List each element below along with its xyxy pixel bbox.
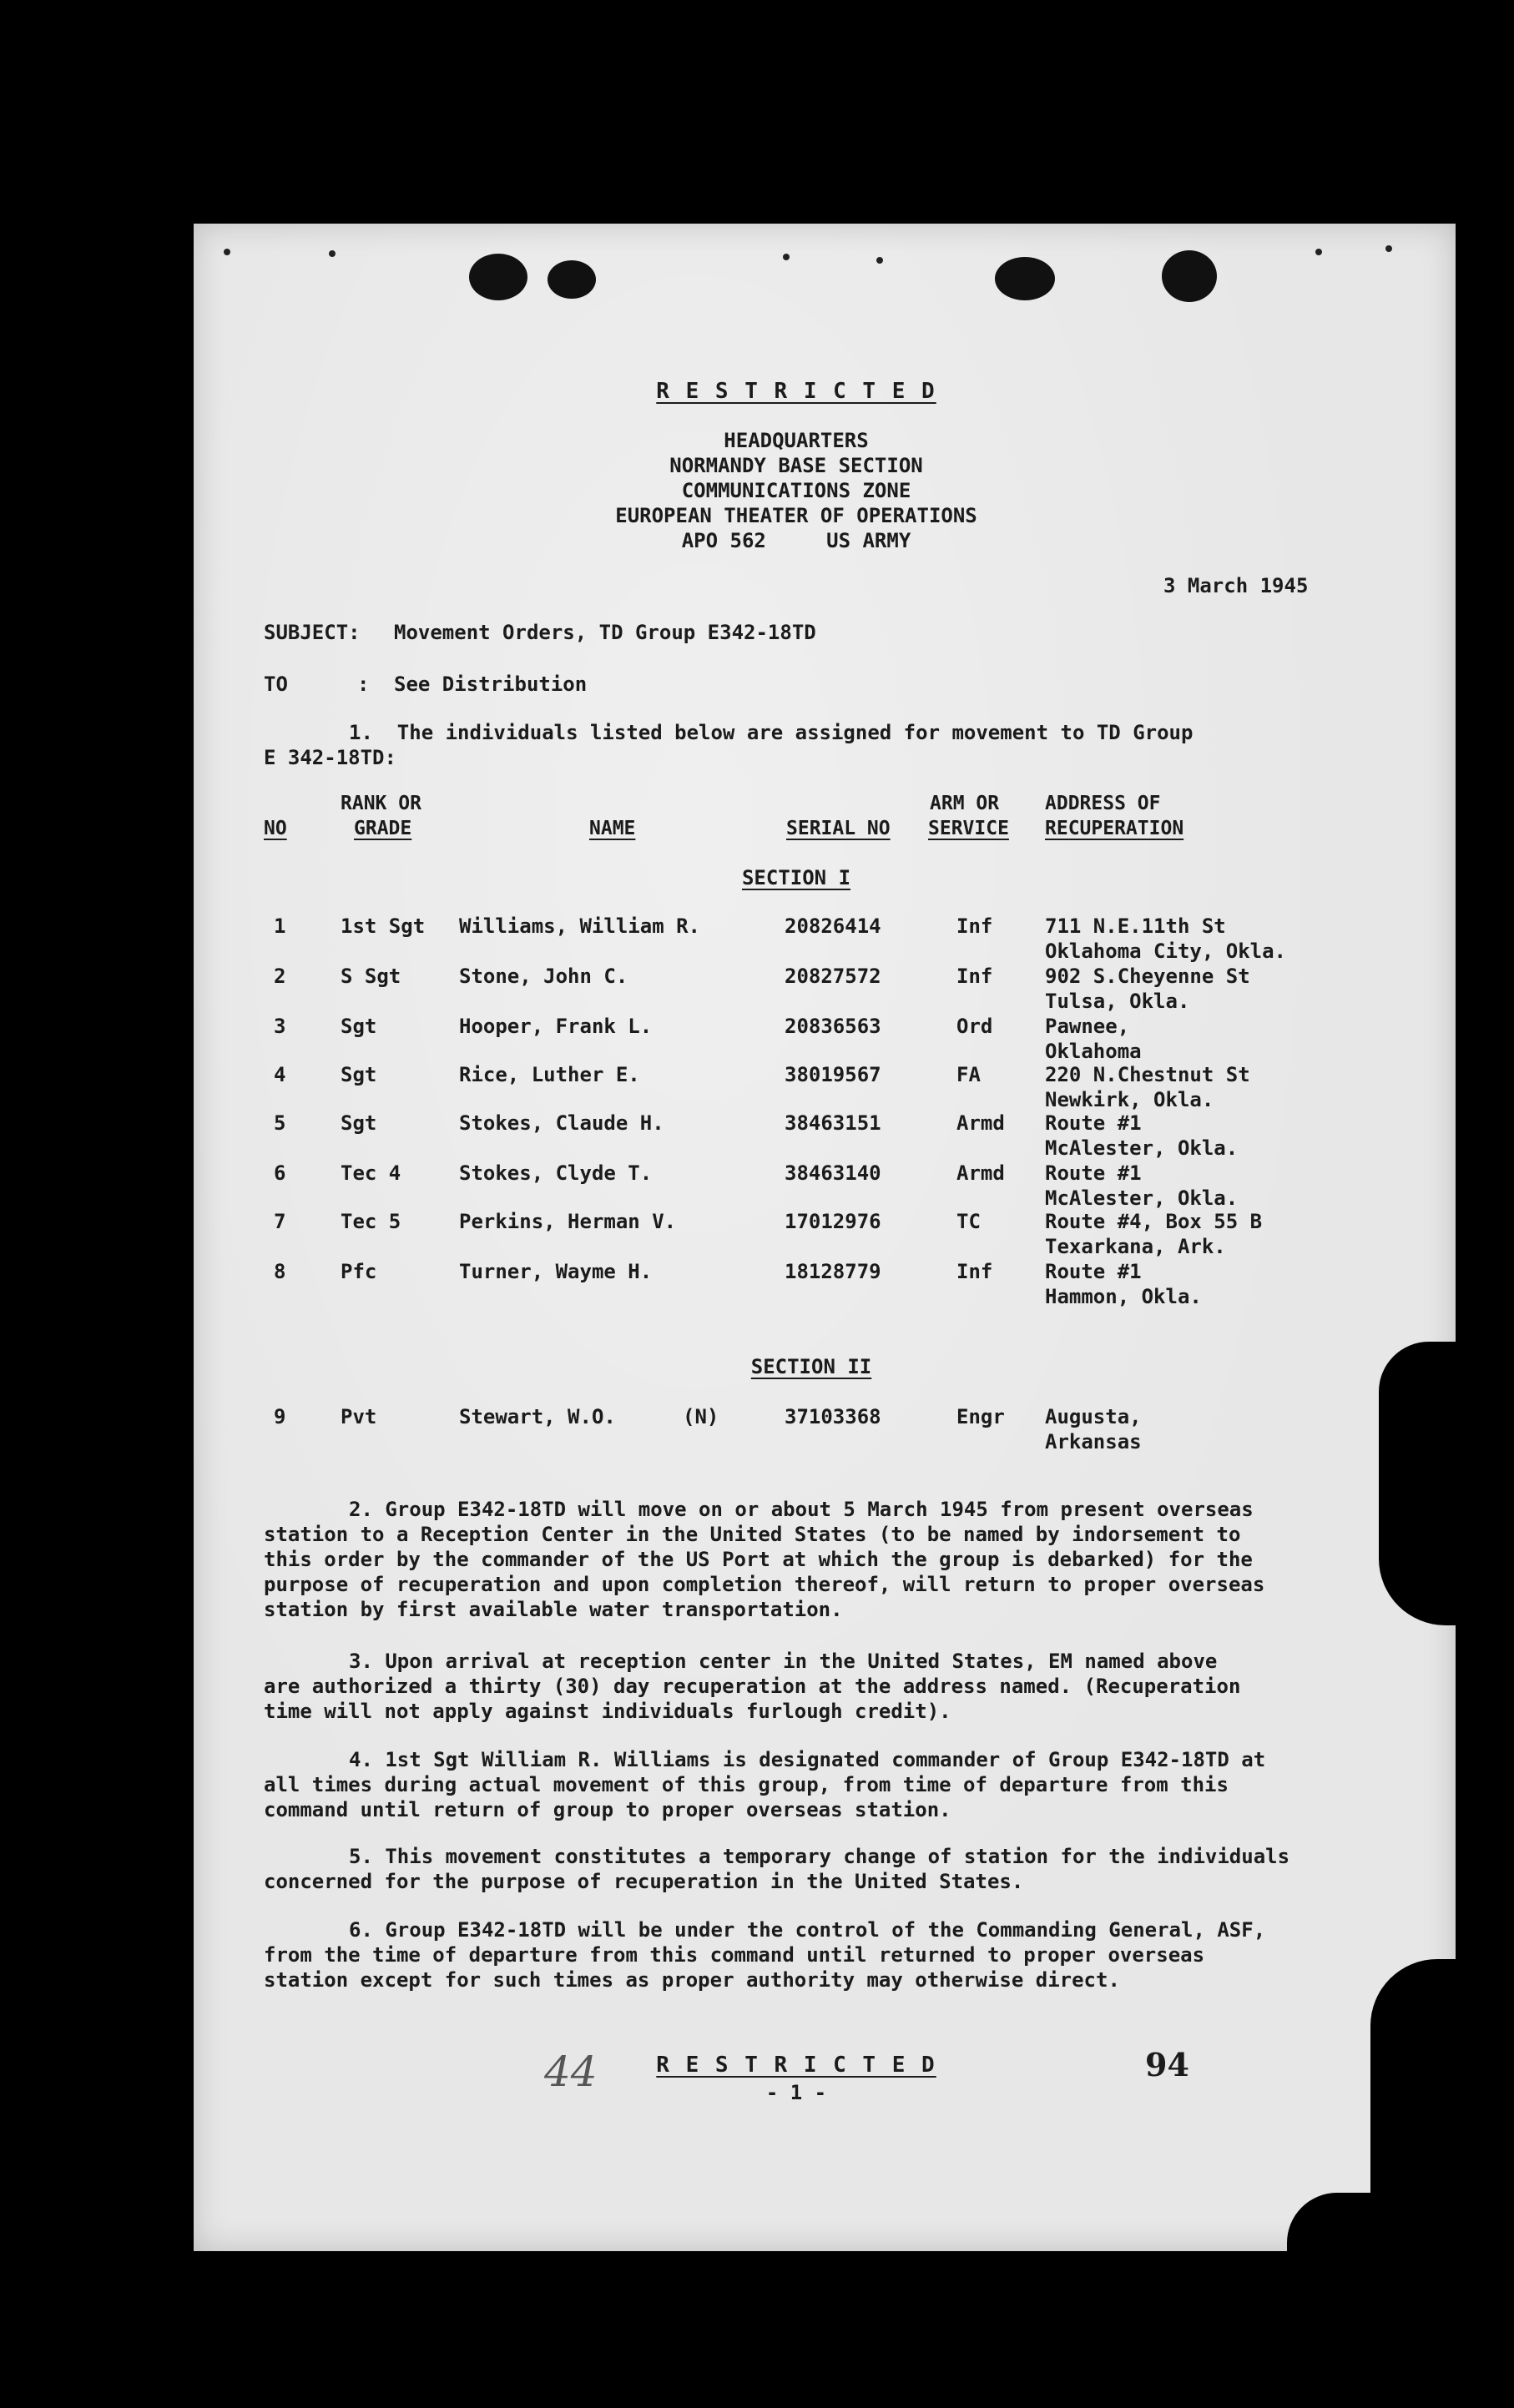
row-name: Stokes, Claude H.	[459, 1111, 664, 1135]
paragraph-5: 5. This movement constitutes a temporary change of station for the individuals concerned for the purpose of recuperation in the United States.	[264, 1845, 1290, 1893]
page-number: - 1 -	[765, 2081, 827, 2104]
row-no: 6	[274, 1161, 286, 1185]
row-address-1: Route #1	[1045, 1260, 1142, 1283]
row-no: 2	[274, 965, 286, 988]
row-serial: 20827572	[785, 965, 881, 988]
paragraph-4: 4. 1st Sgt William R. Williams is designated commander of Group E342-18TD at all times during actual movement of this group, from time of departure from this command until return of group to proper overseas station.	[264, 1748, 1266, 1821]
row-serial: 17012976	[785, 1210, 881, 1233]
row-address-1: 902 S.Cheyenne St	[1045, 965, 1250, 988]
header-line: NORMANDY BASE SECTION	[669, 454, 923, 477]
punch-dot	[1315, 249, 1322, 255]
paragraph-2: 2. Group E342-18TD will move on or about 5 March 1945 from present overseas station to a Reception Center in the United States (to be named by indorsement to this order by the commander of the US Port at which the group is debarked) for the purpose of recuperation and upon completion thereof, will return to proper overseas station by first available water transportation.	[264, 1498, 1265, 1621]
subject-text: Movement Orders, TD Group E342-18TD	[394, 621, 816, 644]
row-arm: Inf	[956, 1260, 993, 1283]
header-line: COMMUNICATIONS ZONE	[681, 479, 911, 502]
row-address-2: Texarkana, Ark.	[1045, 1235, 1226, 1258]
row-rank: 1st Sgt	[341, 914, 426, 938]
row-address-1: Route #1	[1045, 1111, 1142, 1135]
header-arm-top: ARM OR	[930, 793, 1000, 814]
row-rank: Sgt	[341, 1063, 377, 1086]
classification-bottom: R E S T R I C T E D	[656, 2053, 936, 2078]
row-rank: Tec 4	[341, 1161, 401, 1185]
row-name: Hooper, Frank L.	[459, 1015, 653, 1038]
row-serial: 20836563	[785, 1015, 881, 1038]
document-page	[194, 224, 1456, 2251]
header-serial: SERIAL NO	[786, 818, 891, 839]
row-address-1: Pawnee,	[1045, 1015, 1130, 1038]
paragraph-1-line-1: 1. The individuals listed below are assigned for movement to TD Group	[349, 721, 1194, 744]
page-stamp: 94	[1145, 2046, 1189, 2083]
punch-hole	[995, 257, 1055, 300]
row-no: 3	[274, 1015, 286, 1038]
row-name: Williams, William R.	[459, 914, 700, 938]
row-serial: 38019567	[785, 1063, 881, 1086]
row-rank: Tec 5	[341, 1210, 401, 1233]
torn-edge	[1379, 1342, 1456, 1625]
header-addr-top: ADDRESS OF	[1045, 793, 1161, 814]
header-line: APO 562 US ARMY	[681, 529, 911, 552]
row-arm: Engr	[956, 1405, 1005, 1428]
header-rank-bottom: GRADE	[354, 818, 412, 839]
row-rank: Pfc	[341, 1260, 377, 1283]
row-name: Turner, Wayme H.	[459, 1260, 653, 1283]
header-line: HEADQUARTERS	[724, 429, 869, 452]
classification-top: R E S T R I C T E D	[656, 379, 936, 404]
row-no: 4	[274, 1063, 286, 1086]
row-address-2: Tulsa, Okla.	[1045, 990, 1190, 1013]
row-no: 9	[274, 1405, 286, 1428]
section-2-heading: SECTION II	[750, 1355, 872, 1378]
row-no: 8	[274, 1260, 286, 1283]
paragraph-3: 3. Upon arrival at reception center in the United States, EM named above are authorized a thirty (30) day recuperation at the address named. (Recuperation time will not apply against individuals furlough credit).	[264, 1650, 1241, 1723]
row-no: 5	[274, 1111, 286, 1135]
to-separator: :	[357, 673, 370, 696]
row-address-1: Route #4, Box 55 B	[1045, 1210, 1263, 1233]
row-address-1: Augusta,	[1045, 1405, 1142, 1428]
punch-hole	[1162, 250, 1217, 302]
header-line: EUROPEAN THEATER OF OPERATIONS	[615, 504, 977, 527]
row-arm: Armd	[956, 1111, 1005, 1135]
row-serial: 18128779	[785, 1260, 881, 1283]
row-serial: 38463151	[785, 1111, 881, 1135]
punch-dot	[783, 254, 790, 260]
punch-dot	[329, 250, 336, 257]
row-name: Stone, John C.	[459, 965, 628, 988]
row-address-1: 711 N.E.11th St	[1045, 914, 1226, 938]
punch-dot	[224, 249, 230, 255]
header-arm-bottom: SERVICE	[928, 818, 1009, 839]
row-address-1: 220 N.Chestnut St	[1045, 1063, 1250, 1086]
row-arm: Inf	[956, 965, 993, 988]
to-text: See Distribution	[394, 673, 588, 696]
row-rank: Sgt	[341, 1015, 377, 1038]
row-address-2: McAlester, Okla.	[1045, 1136, 1239, 1160]
row-serial: 37103368	[785, 1405, 881, 1428]
paragraph-1-line-2: E 342-18TD:	[264, 746, 396, 769]
row-address-2: McAlester, Okla.	[1045, 1186, 1239, 1210]
punch-dot	[1385, 245, 1392, 252]
punch-dot	[876, 257, 883, 264]
row-address-2: Oklahoma City, Okla.	[1045, 940, 1286, 963]
row-rank: S Sgt	[341, 965, 401, 988]
header-rank-top: RANK OR	[341, 793, 421, 814]
header-no: NO	[264, 818, 287, 839]
row-name: Perkins, Herman V.	[459, 1210, 677, 1233]
row-address-2: Hammon, Okla.	[1045, 1285, 1202, 1308]
row-no: 7	[274, 1210, 286, 1233]
row-arm: Armd	[956, 1161, 1005, 1185]
header-name: NAME	[589, 818, 636, 839]
row-rank: Pvt	[341, 1405, 377, 1428]
row-arm: Inf	[956, 914, 993, 938]
row-address-1: Route #1	[1045, 1161, 1142, 1185]
handwritten-number: 44	[544, 2048, 598, 2096]
row-rank: Sgt	[341, 1111, 377, 1135]
subject-label: SUBJECT:	[264, 621, 361, 644]
punch-hole	[548, 260, 596, 299]
paragraph-6: 6. Group E342-18TD will be under the control of the Commanding General, ASF, from the time of departure from this command until returned to proper overseas station except for such times as proper authority may otherwise direct.	[264, 1918, 1266, 1992]
row-name: Stewart, W.O.	[459, 1405, 616, 1428]
to-label: TO	[264, 673, 288, 696]
row-arm: TC	[956, 1210, 981, 1233]
punch-hole	[469, 254, 527, 300]
section-1-heading: SECTION I	[741, 866, 851, 889]
row-code: (N)	[683, 1405, 719, 1428]
row-arm: FA	[956, 1063, 981, 1086]
document-date: 3 March 1945	[1163, 574, 1309, 597]
row-serial: 38463140	[785, 1161, 881, 1185]
row-serial: 20826414	[785, 914, 881, 938]
row-no: 1	[274, 914, 286, 938]
torn-edge	[1287, 2193, 1456, 2251]
row-arm: Ord	[956, 1015, 993, 1038]
row-name: Rice, Luther E.	[459, 1063, 640, 1086]
row-address-2: Oklahoma	[1045, 1040, 1142, 1063]
row-address-2: Arkansas	[1045, 1430, 1142, 1453]
header-addr-bottom: RECUPERATION	[1045, 818, 1184, 839]
row-address-2: Newkirk, Okla.	[1045, 1088, 1214, 1111]
row-name: Stokes, Clyde T.	[459, 1161, 653, 1185]
